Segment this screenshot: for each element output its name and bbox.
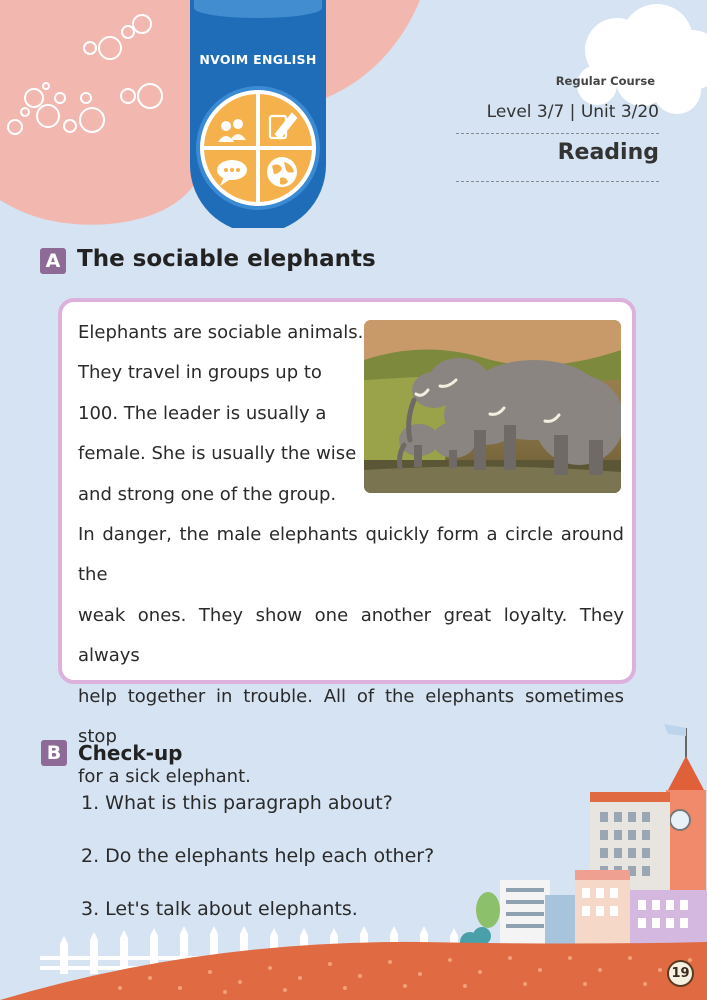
paragraph-line: In danger, the male elephants quickly form a circle around the [78, 524, 624, 586]
paragraph-line: help together in trouble. All of the elephants sometimes stop [78, 685, 624, 748]
section-a-title: The sociable elephants [77, 246, 376, 272]
course-label: Regular Course [555, 74, 655, 88]
question-item: 1. What is this paragraph about? [81, 792, 393, 814]
paragraph-line: They travel in groups up to [78, 362, 322, 384]
level-unit-label: Level 3/7 | Unit 3/20 [486, 102, 659, 122]
header-divider [456, 181, 659, 182]
city-ground-decoration [0, 720, 707, 1000]
section-a-badge: A [40, 248, 66, 274]
header-divider [456, 133, 659, 134]
brand-banner [190, 0, 326, 228]
question-item: 2. Do the elephants help each other? [81, 845, 435, 867]
paragraph-line: female. She is usually the wise [78, 443, 357, 465]
page-number: 19 [667, 960, 694, 987]
brand-name: NVOIM ENGLISH [199, 52, 317, 67]
paragraph-line: weak ones. They show one another great loyalty. They always [78, 604, 624, 667]
cloud-decoration [557, 0, 707, 115]
elephants-photo [364, 320, 621, 493]
page-title: Reading [557, 140, 659, 165]
paragraph-line: Elephants are sociable animals. [78, 322, 364, 343]
section-b-badge: B [41, 740, 67, 766]
paragraph-line: for a sick elephant. [78, 766, 251, 788]
paragraph-line: 100. The leader is usually a [78, 402, 327, 424]
question-item: 3. Let's talk about elephants. [81, 898, 358, 920]
paragraph-line: and strong one of the group. [78, 483, 337, 505]
section-b-title: Check-up [78, 741, 183, 765]
